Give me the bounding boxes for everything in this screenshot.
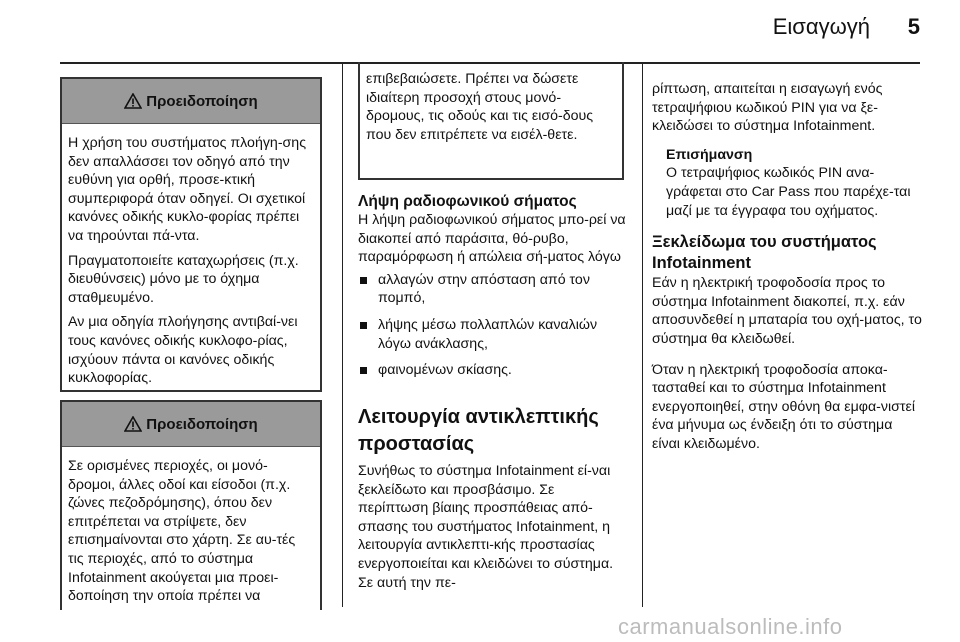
warning-paragraph: Η χρήση του συστήματος πλοήγη-σης δεν απαλλάσσει τον οδηγό από την ευθύνη για ορθή, προσε-κτική συμπεριφορά όταν οδηγεί. Οι σχετικοί κανόνες οδικής κυκλο-φορίας πρέπει να τηρούνται πά-ντα. (68, 135, 307, 244)
list-item: φαινομένων σκίασης. (358, 361, 626, 380)
paragraph: Συνήθως το σύστημα Infotainment εί-ναι ξεκλείδωτο και προσβάσιμο. Σε περίπτωση βίαιης προσπάθειας από-σπασης του συστήματος Infotainment, η λειτουργία αντικλεπτι-κής προστασίας ενεργοποιείται και κλειδώνει το σύστημα. Σε αυτή την πε- (358, 463, 614, 591)
section-antitheft (358, 404, 626, 592)
page-number: 5 (907, 14, 920, 39)
warning-triangle-icon (124, 416, 142, 432)
page-header-title: Εισαγωγή (772, 14, 870, 39)
warning-box-header (62, 79, 320, 124)
paragraph: Εάν η ηλεκτρική τροφοδοσία προς το σύστημα Infotainment διακοπεί, π.χ. εάν αποσυνδεθεί η μπαταρία του οχή-ματος, το σύστημα θα κλειδωθεί. (652, 275, 922, 347)
bullet-square-icon (360, 277, 367, 284)
column-3 (652, 80, 924, 454)
section-radio-reception (358, 192, 626, 388)
warning-box-navigation (60, 77, 322, 392)
warning-paragraph: Αν μια οδηγία πλοήγησης αντιβαί-νει τους κανόνες οδικής κυκλοφο-ρίας, ισχύουν πάντα οι κανόνες οδικής κυκλοφορίας. (68, 314, 298, 387)
warning-box-continued (358, 62, 624, 180)
warning-title: Προειδοποίηση (146, 92, 258, 110)
section-heading: Λήψη ραδιοφωνικού σήματος (358, 193, 577, 210)
warning-paragraph: επιβεβαιώσετε. Πρέπει να δώσετε ιδιαίτερη προσοχή στους μονό-δρομους, τις οδούς και τις εισό-δους που δεν επιτρέπετε να εισέλ-θετε. (366, 71, 594, 143)
warning-box-header (62, 402, 320, 447)
warning-paragraph: Σε ορισμένες περιοχές, οι μονό-δρομοι, άλλες οδοί και είσοδοι (π.χ. ζώνες πεζοδρόμησης), όπου δεν επιτρέπεται να στρίψετε, δεν επισημαίνονται στο χάρτη. Σε αυ-τές τις περιοχές, από το σύστημα Infotainment ακούγεται μια προει-δοποίηση την οποία πρέπει να (68, 458, 296, 605)
watermark: carmanualsonline.info (618, 614, 843, 639)
note-block (666, 146, 924, 220)
bullet-list (358, 271, 626, 380)
paragraph: Όταν η ηλεκτρική τροφοδοσία αποκα-τασταθεί και το σύστημα Infotainment ενεργοποιηθεί, στην οθόνη θα εμφα-νιστεί ένα μήνυμα ως ένδειξη ότι το σύστημα είναι κλειδωμένο. (652, 361, 915, 452)
bullet-square-icon (360, 367, 367, 374)
warning-paragraph: Πραγματοποιείτε καταχωρήσεις (π.χ. διευθύνσεις) μόνο με το όχημα σταθμευμένο. (68, 252, 299, 306)
warning-title: Προειδοποίηση (146, 415, 258, 433)
section-heading: Ξεκλείδωμα του συστήματος Infotainment (652, 233, 877, 273)
column-divider-1 (342, 62, 343, 607)
section-heading: Λειτουργία αντικλεπτικής προστασίας (358, 406, 599, 455)
paragraph: ρίπτωση, απαιτείται η εισαγωγή ενός τετραψήφιου κωδικού PIN για να ξε-κλειδώσει το σύστημα Infotainment. (652, 81, 883, 135)
column-divider-2 (642, 62, 643, 607)
note-title: Επισήμανση (666, 146, 753, 163)
note-body: Ο τετραψήφιος κωδικός PIN ανα-γράφεται στο Car Pass που παρέχε-ται μαζί με τα έγγραφα του οχήματος. (666, 165, 911, 219)
warning-box-oneway (60, 400, 322, 610)
warning-triangle-icon (124, 93, 142, 109)
paragraph: Η λήψη ραδιοφωνικού σήματος μπο-ρεί να διακοπεί από παράσιτα, θό-ρυβο, παραμόρφωση ή απώλεια σή-ματος λόγω (358, 212, 626, 266)
list-item: αλλαγών στην απόσταση από τον πομπό, (358, 271, 626, 308)
bullet-square-icon (360, 322, 367, 329)
list-item: λήψης μέσω πολλαπλών καναλιών λόγω ανάκλασης, (358, 316, 626, 353)
